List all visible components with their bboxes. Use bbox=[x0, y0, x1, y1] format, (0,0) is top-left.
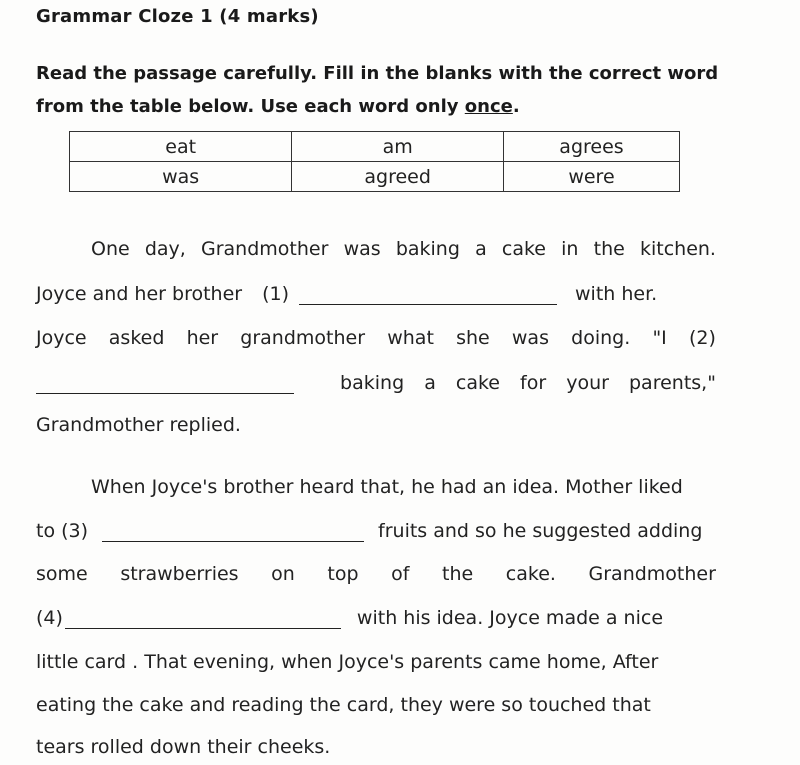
word: of bbox=[391, 563, 410, 585]
word: asked bbox=[108, 327, 165, 349]
word-bank-row bbox=[70, 162, 680, 192]
answer-blank-4[interactable] bbox=[65, 610, 341, 629]
word-bank-cell: were bbox=[503, 162, 679, 192]
word-bank-cell: agreed bbox=[292, 162, 504, 192]
word: parents," bbox=[629, 372, 716, 394]
word: the bbox=[593, 238, 625, 260]
word-bank-cell: was bbox=[70, 162, 292, 192]
passage-text: fruits and so he suggested adding bbox=[378, 520, 703, 542]
passage-line bbox=[36, 230, 716, 260]
blank-number-2: (2) bbox=[688, 327, 716, 349]
word: top bbox=[327, 563, 359, 585]
passage-line bbox=[36, 728, 716, 758]
word: her bbox=[186, 327, 219, 349]
word: "I bbox=[652, 327, 667, 349]
passage-text: eating the cake and reading the card, they were so touched that bbox=[36, 694, 651, 716]
passage-line bbox=[36, 275, 716, 305]
word: cake. bbox=[505, 563, 556, 585]
passage-text: with his idea. Joyce made a nice bbox=[356, 607, 664, 629]
passage-text: Joyce and her brother bbox=[36, 283, 243, 305]
word: a bbox=[475, 238, 487, 260]
word: baking bbox=[340, 372, 405, 394]
word: strawberries bbox=[120, 563, 239, 585]
word: cake bbox=[501, 238, 546, 260]
word: on bbox=[271, 563, 295, 585]
answer-blank-1[interactable] bbox=[299, 286, 557, 305]
word-bank-cell: agrees bbox=[503, 132, 679, 162]
word: for bbox=[520, 372, 547, 394]
passage-text: with her. bbox=[575, 283, 658, 305]
word: doing. bbox=[571, 327, 631, 349]
passage-line bbox=[36, 319, 716, 349]
word: Joyce bbox=[36, 327, 87, 349]
word: a bbox=[424, 372, 436, 394]
instructions-end: . bbox=[512, 96, 520, 117]
blank-number-3: to (3) bbox=[36, 520, 89, 542]
passage-line bbox=[36, 512, 716, 542]
word: day, bbox=[144, 238, 186, 260]
passage-text: When Joyce's brother heard that, he had an idea. Mother liked bbox=[91, 476, 683, 498]
word: in bbox=[561, 238, 579, 260]
word: some bbox=[36, 563, 88, 585]
word: baking bbox=[395, 238, 460, 260]
answer-blank-2[interactable] bbox=[36, 375, 294, 394]
passage-line bbox=[36, 468, 716, 498]
word-bank-cell: eat bbox=[70, 132, 292, 162]
word: what bbox=[387, 327, 434, 349]
passage-line bbox=[36, 599, 716, 629]
passage-line bbox=[36, 406, 716, 436]
passage-line bbox=[36, 686, 716, 716]
passage-line bbox=[36, 555, 716, 585]
word-bank-row bbox=[70, 132, 680, 162]
answer-blank-3[interactable] bbox=[102, 523, 364, 542]
instructions-emphasis: once bbox=[464, 96, 513, 117]
instructions bbox=[36, 57, 726, 123]
word: kitchen. bbox=[639, 238, 716, 260]
blank-number-1: (1) bbox=[262, 283, 290, 305]
word: she bbox=[456, 327, 490, 349]
passage-text: Grandmother replied. bbox=[36, 414, 241, 436]
blank-number-4: (4) bbox=[36, 607, 63, 629]
passage-text: little card . That evening, when Joyce's parents came home, After bbox=[36, 651, 659, 673]
passage-line bbox=[36, 364, 716, 394]
word-bank-cell: am bbox=[292, 132, 504, 162]
word: Grandmother bbox=[588, 563, 716, 585]
word: the bbox=[442, 563, 474, 585]
word: Grandmother bbox=[201, 238, 329, 260]
word: was bbox=[511, 327, 549, 349]
word: cake bbox=[455, 372, 500, 394]
word-bank-table bbox=[69, 131, 680, 192]
word: grandmother bbox=[240, 327, 366, 349]
passage-text: tears rolled down their cheeks. bbox=[36, 736, 331, 758]
word: was bbox=[343, 238, 381, 260]
section-title: Grammar Cloze 1 (4 marks) bbox=[36, 6, 319, 27]
passage-line bbox=[36, 643, 716, 673]
word: One bbox=[91, 238, 130, 260]
instructions-text: Read the passage carefully. Fill in the blanks with the correct word from the table below. Use each word only bbox=[36, 63, 719, 117]
word: your bbox=[566, 372, 609, 394]
